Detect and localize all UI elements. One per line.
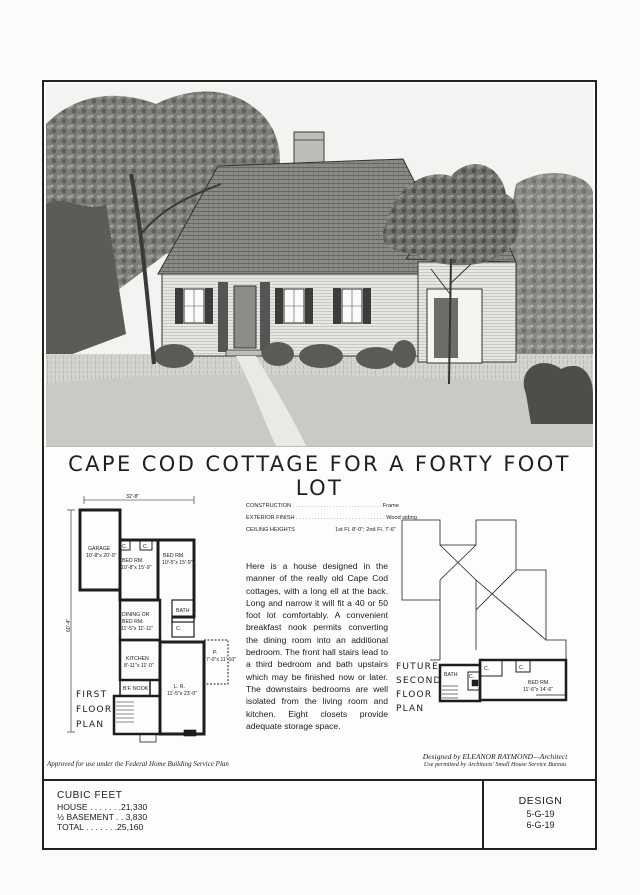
kitchen-label: KITCHEN xyxy=(126,656,149,662)
design-code-block xyxy=(484,795,597,830)
porch-label: P. xyxy=(213,650,218,656)
spec-label: CEILING HEIGHTS xyxy=(246,527,295,533)
second-floor-label-line-3: FLOOR xyxy=(396,690,433,700)
first-floor-label-line-3: PLAN xyxy=(76,720,105,730)
bedroom-1-label: BED RM. xyxy=(122,558,144,564)
closet-label-3: C. xyxy=(176,626,182,632)
spec-leader xyxy=(295,524,335,536)
cottage-illustration xyxy=(46,84,593,447)
garage-label: GARAGE xyxy=(88,546,111,552)
living-room-label: L. R. xyxy=(174,684,185,690)
living-room-dim: 11'-5"x 23'-0" xyxy=(167,691,198,697)
second-bath-label: BATH xyxy=(444,672,458,678)
bath-label: BATH xyxy=(176,608,190,614)
spec-exterior-finish xyxy=(246,512,417,524)
first-floor-depth-dim: 60'-4" xyxy=(66,618,72,632)
nook-label: B'F. NOOK xyxy=(123,686,149,692)
spec-value: 1st Fl. 8'-0"; 2nd Fl. 7'-6" xyxy=(335,527,396,533)
dining-label: DINING OR xyxy=(122,612,150,618)
spec-label: EXTERIOR FINISH xyxy=(246,515,295,521)
bedroom-1-dim: 10'-8"x 15'-9" xyxy=(121,565,152,571)
second-closet-label-3: C. xyxy=(469,674,475,680)
cubic-house: HOUSE . . . . . . .21,330 xyxy=(57,802,148,812)
approval-note: Approved for use under the Federal Home Building Service Plan xyxy=(47,760,229,768)
spec-ceiling-heights xyxy=(246,524,396,536)
cottage-sketch xyxy=(46,84,593,446)
designed-by: Designed by ELEANOR RAYMOND—Architect xyxy=(422,752,568,761)
second-closet-label-2: C. xyxy=(519,665,525,671)
first-floor-label-line-2: FLOOR xyxy=(76,705,113,715)
porch-dim: 7'-0"x 11'-10" xyxy=(206,657,237,663)
bedroom-2-dim: 10'-5"x 15'-9" xyxy=(162,560,193,566)
closet-label-1: C. xyxy=(122,544,128,550)
dining-dim: 11'-5"x 11'-11" xyxy=(121,626,154,632)
second-bedroom-dim: 11'-6"x 14'-6" xyxy=(523,687,554,693)
second-floor-label-line-2: SECOND xyxy=(396,676,442,686)
bedroom-2-label: BED RM. xyxy=(163,553,185,559)
spec-label: CONSTRUCTION xyxy=(246,503,292,509)
second-closet-label-1: C. xyxy=(484,666,490,672)
cubic-feet-block xyxy=(57,790,147,833)
second-floor-plan-label xyxy=(396,660,444,716)
spec-value: Frame xyxy=(382,503,399,509)
cubic-basement: ½ BASEMENT . . 3,830 xyxy=(57,812,148,823)
spec-value: Wood siding xyxy=(386,515,417,521)
design-code-1: 5-G-19 xyxy=(526,809,555,819)
design-heading: DESIGN xyxy=(518,795,563,807)
footer-info-box xyxy=(42,779,597,850)
kitchen-dim: 8'-11"x 11'-0" xyxy=(124,663,154,669)
page-title: CAPE COD COTTAGE FOR A FORTY FOOT LOT xyxy=(68,452,571,500)
second-floor-label-line-4: PLAN xyxy=(396,704,425,714)
cubic-total: TOTAL . . . . . . .25,160 xyxy=(57,822,144,833)
closet-label-2: C. xyxy=(143,544,149,550)
garage-dim: 10'-8"x 20'-0" xyxy=(86,553,117,559)
spec-leader: . . . . . . . . . . . . . . . . . . . . . . . . . . . . . xyxy=(291,503,383,509)
specifications xyxy=(246,500,417,536)
first-floor-label-line-1: FIRST xyxy=(76,690,108,700)
spec-construction xyxy=(246,500,399,512)
permission-note: Use permitted by Architects' Small House Service Bureau xyxy=(423,761,567,768)
second-bedroom-label: BED RM. xyxy=(528,680,550,686)
design-code-2: 6-G-19 xyxy=(526,819,555,830)
second-floor-label-line-1: FUTURE xyxy=(396,662,439,672)
first-floor-width-dim: 32'-8" xyxy=(126,494,140,500)
dining-label-2: BED RM. xyxy=(122,619,144,625)
first-floor-plan-label xyxy=(76,688,120,733)
architect-credit xyxy=(402,752,588,768)
description-text: Here is a house designed in the manner of the really old Cape Cod cottages, with a long ell at the back. Long and narrow it will fit a 40 or 50 foot lot comfortably. A convenient breakfast nook permits converting the dining room into an additional bedroom. The front hall stairs lead to a third bedroom and bath upstairs which may be finished now or later. The downstairs bedrooms are well isolated from the living room and kitchen. Eight closets provide adequate storage space. xyxy=(246,561,388,731)
cubic-feet-heading: CUBIC FEET xyxy=(57,790,123,801)
spec-leader: . . . . . . . . . . . . . . . . . . . . . . . . . . . . . xyxy=(294,515,387,521)
